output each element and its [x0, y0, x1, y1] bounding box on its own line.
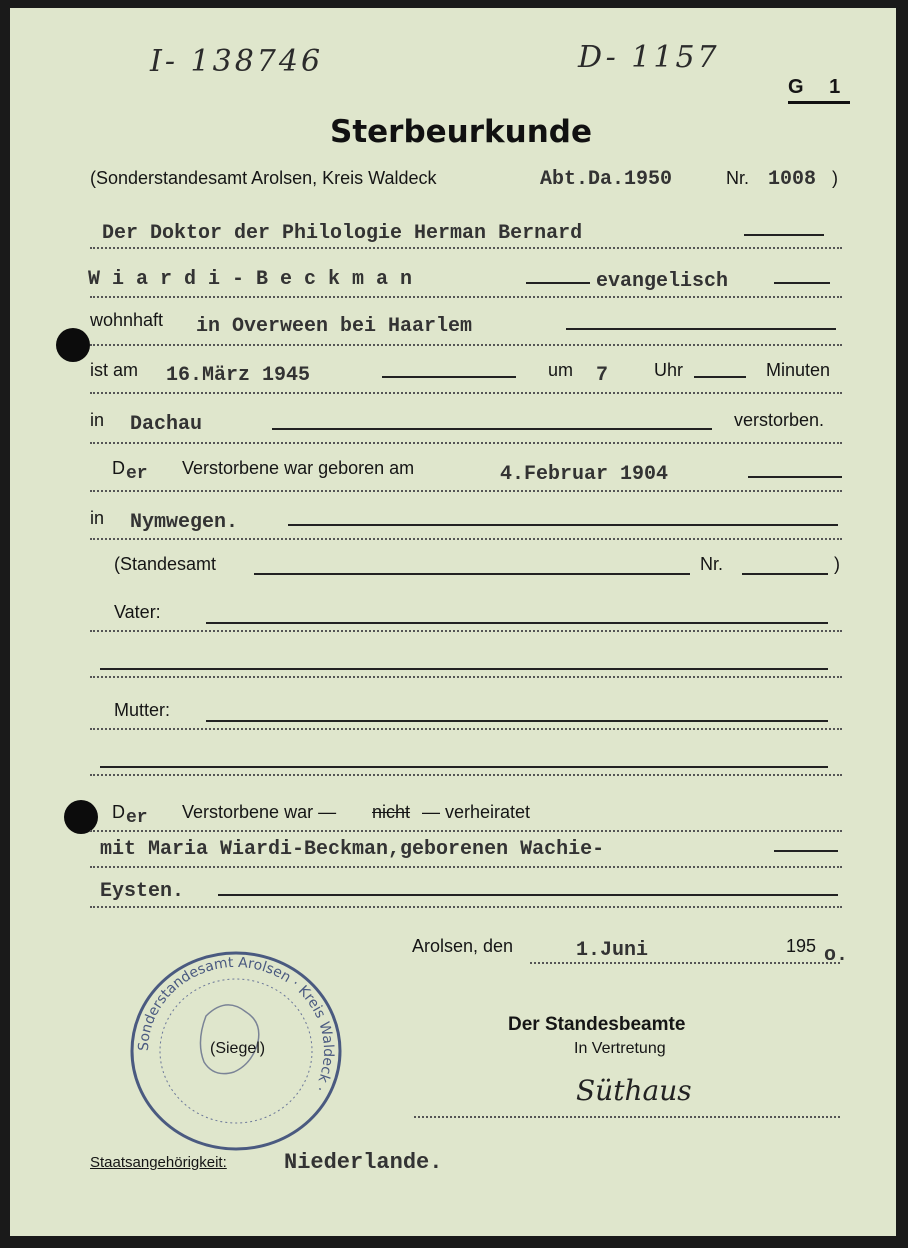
- death-minutes-line: [694, 376, 746, 378]
- punch-hole-top: [56, 328, 90, 362]
- residence-line: [566, 328, 836, 330]
- birth-date-line: [748, 476, 842, 478]
- office-nr-label: Nr.: [726, 168, 750, 188]
- death-place-dots: [90, 442, 842, 444]
- death-prefix: ist am: [90, 360, 139, 380]
- issue-year-suffix: o.: [824, 944, 849, 967]
- spouse-line1-dots: [90, 866, 842, 868]
- residence-dots: [90, 344, 842, 346]
- mutter-dots1: [90, 728, 842, 730]
- birth-place-dots: [90, 538, 842, 540]
- vater-label: Vater:: [114, 602, 161, 622]
- punch-hole-bottom: [64, 800, 98, 834]
- person-name-line1: Der Doktor der Philologie Herman Bernard: [102, 222, 583, 245]
- signature-dots: [414, 1116, 840, 1118]
- issue-dots: [530, 962, 840, 964]
- person-name-line2: W i a r d i - B e c k m a n: [88, 268, 413, 291]
- death-in-label: in: [90, 410, 105, 430]
- death-hour: 7: [596, 364, 609, 387]
- marriage-text-end: — verheiratet: [422, 802, 531, 822]
- birth-text: Verstorbene war geboren am: [182, 458, 415, 478]
- birth-place-line: [288, 524, 838, 526]
- birth-date: 4.Februar 1904: [500, 463, 669, 486]
- death-date-dots: [90, 392, 842, 394]
- mutter-line2: [100, 766, 828, 768]
- standesamt-label: (Standesamt: [114, 554, 217, 574]
- standesamt-close: ): [834, 554, 840, 574]
- vater-dots2: [90, 676, 842, 678]
- office-close: ): [832, 168, 838, 188]
- standesamt-line: [254, 573, 690, 575]
- signature-subtitle: In Vertretung: [574, 1040, 666, 1057]
- birth-in-label: in: [90, 508, 105, 528]
- spouse-line2-dots: [90, 906, 842, 908]
- form-code: G 1: [788, 76, 850, 104]
- archive-ref-left: I- 138746: [150, 44, 324, 79]
- mutter-label: Mutter:: [114, 700, 171, 720]
- death-verstorben: verstorben.: [734, 410, 825, 430]
- citizenship-value: Niederlande.: [284, 1150, 443, 1175]
- issue-year-prefix: 195: [786, 936, 817, 956]
- standesamt-nr-label: Nr.: [700, 554, 724, 574]
- death-um: um: [548, 360, 574, 380]
- spouse-line2-dash: [218, 894, 838, 896]
- marriage-struck: nicht: [372, 802, 411, 822]
- birth-lead-typed: er: [126, 464, 148, 484]
- marriage-lead-typed: er: [126, 808, 148, 828]
- death-uhr: Uhr: [654, 360, 684, 380]
- birth-date-dots: [90, 490, 842, 492]
- signature-name: Süthaus: [576, 1074, 692, 1107]
- death-place-line: [272, 428, 712, 430]
- person-religion: evangelisch: [596, 270, 729, 293]
- office-label: (Sonderstandesamt Arolsen, Kreis Waldeck: [90, 168, 437, 188]
- archive-ref-right: D- 1157: [578, 40, 720, 75]
- issue-place: Arolsen, den: [412, 936, 514, 956]
- standesamt-nr-line: [742, 573, 828, 575]
- birth-lead: D: [112, 458, 125, 478]
- vater-line1: [206, 622, 828, 624]
- issue-date: 1.Juni: [576, 939, 649, 962]
- name-line2-dash-a: [526, 282, 590, 284]
- office-abt: Abt.Da.1950: [540, 168, 673, 191]
- marriage-dots: [90, 830, 842, 832]
- name-line2-dash-b: [774, 282, 830, 284]
- name-line1-dots: [90, 247, 842, 249]
- marriage-lead: D: [112, 802, 125, 822]
- death-place: Dachau: [130, 413, 203, 436]
- death-date: 16.März 1945: [166, 364, 311, 387]
- spouse-line2: Eysten.: [100, 880, 185, 903]
- spouse-line1-dash: [774, 850, 838, 852]
- seal-ring-text: Sonderstandesamt Arolsen · Kreis Waldeck ·: [135, 954, 337, 1095]
- name-line1-dash: [744, 234, 824, 236]
- name-line2-dots: [90, 296, 842, 298]
- office-nr: 1008: [768, 168, 817, 191]
- svg-text:Sonderstandesamt Arolsen · Kre: [136, 955, 336, 1094]
- page-title: Sterbeurkunde: [330, 114, 593, 150]
- signature-title: Der Standesbeamte: [508, 1014, 686, 1035]
- mutter-dots2: [90, 774, 842, 776]
- certificate-page: [10, 8, 896, 1236]
- citizenship-label: Staatsangehörigkeit:: [90, 1154, 227, 1171]
- vater-line2: [100, 668, 828, 670]
- marriage-text: Verstorbene war —: [182, 802, 337, 822]
- death-date-line: [382, 376, 516, 378]
- death-minuten: Minuten: [766, 360, 831, 380]
- spouse-line1: mit Maria Wiardi-Beckman,geborenen Wachie-: [100, 838, 605, 861]
- vater-dots1: [90, 630, 842, 632]
- birth-place: Nymwegen.: [130, 511, 239, 534]
- mutter-line1: [206, 720, 828, 722]
- residence-value: in Overween bei Haarlem: [196, 315, 473, 338]
- seal-center-label: (Siegel): [210, 1040, 266, 1057]
- residence-label: wohnhaft: [90, 310, 164, 330]
